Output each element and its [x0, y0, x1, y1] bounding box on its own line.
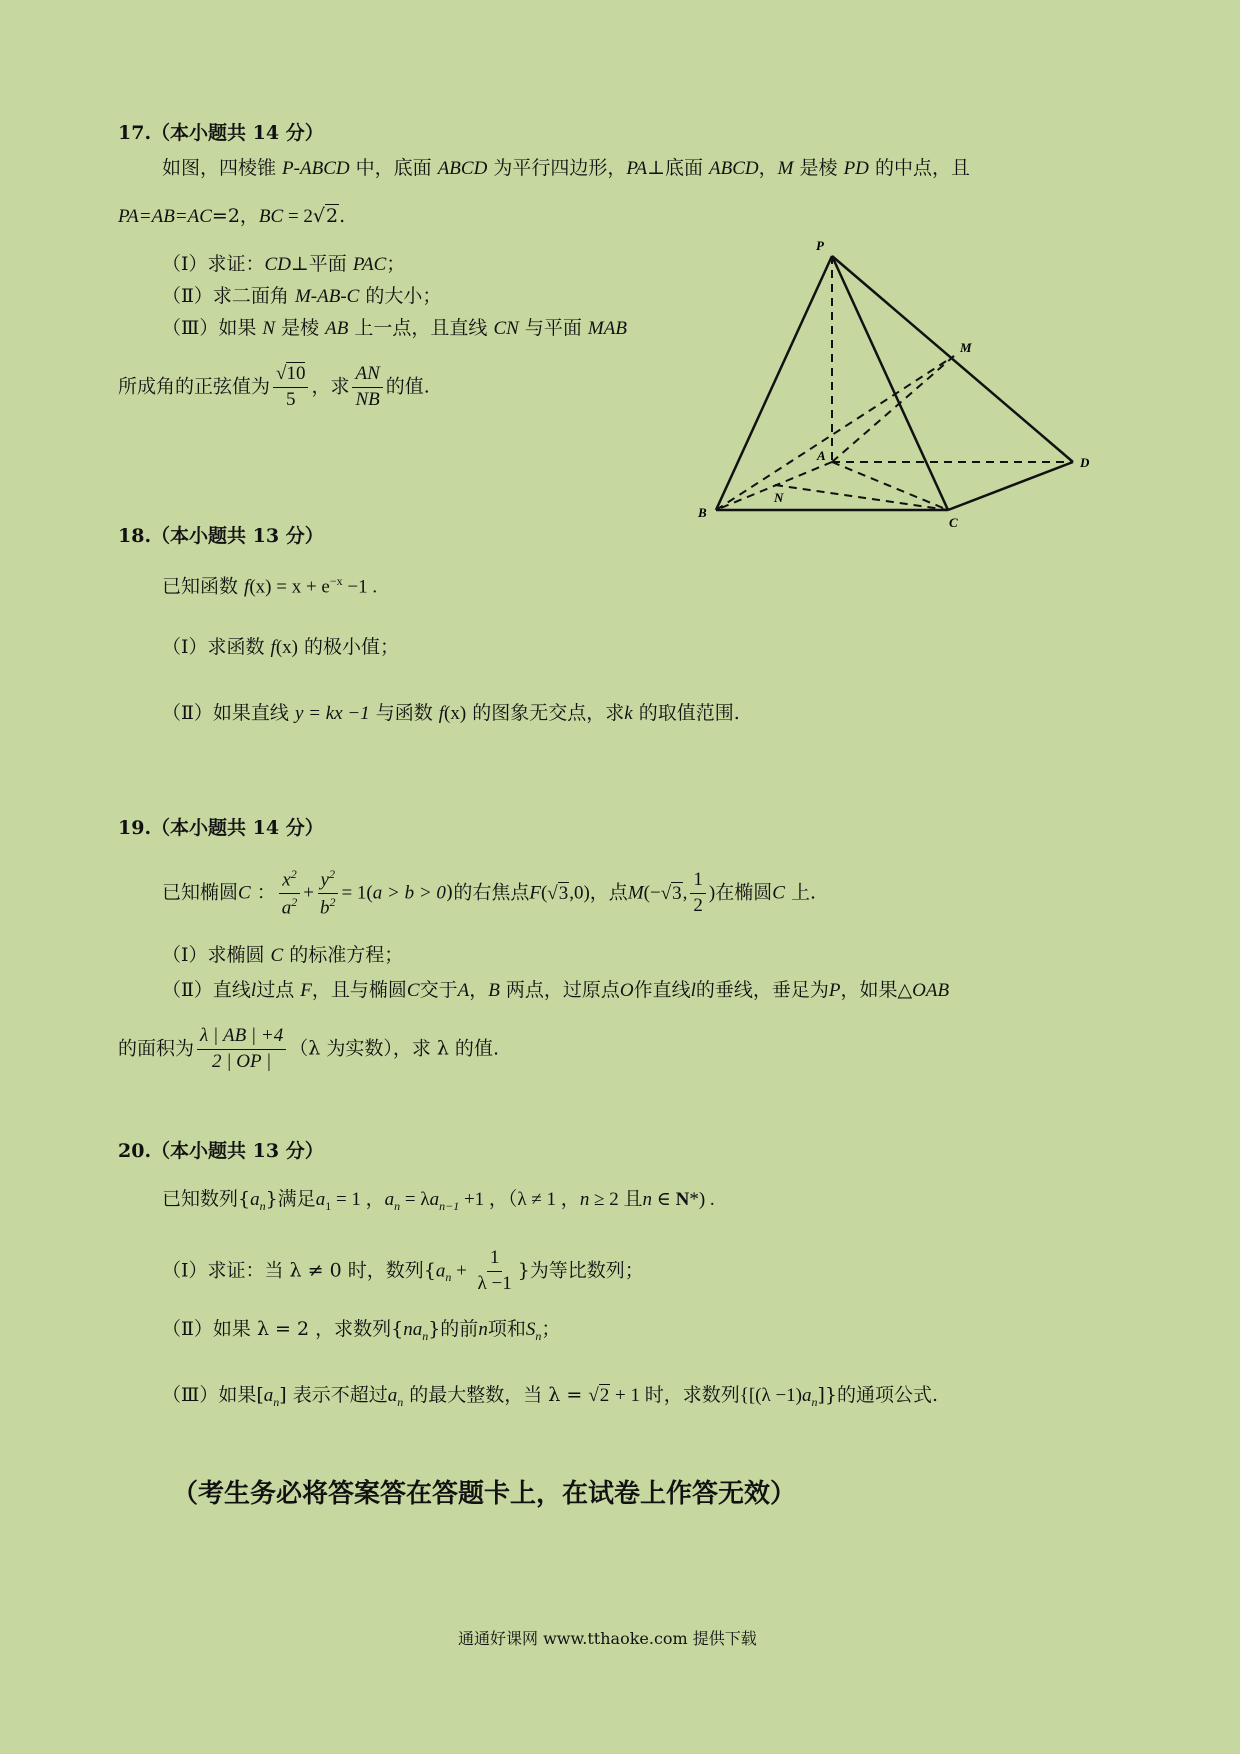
label-M: M	[960, 340, 972, 355]
q19-part2: （Ⅱ）直线l过点 F，且与椭圆C交于A，B 两点，过原点O作直线l的垂线，垂足为P，如果△OAB	[162, 979, 950, 1001]
edge-AM	[832, 356, 954, 462]
q17-intro: 如图，四棱锥 P-ABCD 中，底面 ABCD 为平行四边形，PA⊥底面 ABCD，M 是棱 PD 的中点，且	[162, 157, 970, 179]
exam-notice: （考生务必将答案答在答题卡上，在试卷上作答无效）	[172, 1479, 797, 1509]
label-D: D	[1080, 455, 1090, 470]
label-P: P	[816, 238, 824, 253]
edge-CD	[948, 462, 1073, 510]
q18-header: 18.（本小题共 13 分）	[118, 525, 324, 547]
label-N: N	[774, 490, 784, 505]
q17-part3-cont: 所成角的正弦值为 $\frac{√10}{5}$ ，求 $\frac{AN}{NB}$ 的值.	[118, 363, 430, 410]
q18-part2: （Ⅱ）如果直线 y = kx −1 与函数 f(x) 的图象无交点，求k 的取值范围.	[162, 702, 740, 724]
q17-part3: （Ⅲ）如果 N 是棱 AB 上一点，且直线 CN 与平面 MAB	[162, 317, 627, 339]
q20-part2: （Ⅱ）如果 λ = 2 ，求数列$\{na_n\}$的前n项和$S_n$；	[162, 1318, 561, 1343]
q19-header: 19.（本小题共 14 分）	[118, 817, 324, 839]
q17-part1: （Ⅰ）求证：CD⊥平面 PAC；	[162, 253, 406, 275]
q17-header: 17.（本小题共 14 分）	[118, 122, 324, 144]
q18-part1: （Ⅰ）求函数 f(x) 的极小值；	[162, 636, 400, 658]
footer-source: 通通好课网 www.tthaoke.com 提供下载	[458, 1629, 757, 1648]
q19-part2-cont: 的面积为 $\frac{\lambda | AB | +4}{2 | OP |}$ （λ 为实数），求 λ 的值.	[118, 1025, 499, 1072]
label-C: C	[949, 515, 958, 530]
q17-given: PA=AB=AC=2，BC = 2√2.	[118, 205, 346, 227]
edge-PB	[716, 256, 832, 510]
q20-part3: （Ⅲ）如果$[a_n]$ 表示不超过$a_n$ 的最大整数，当 λ = √2 + 1 时，求数列$\{[(\lambda -1)a_n]\}$的通项公式.	[162, 1384, 939, 1409]
q18-function: 已知函数 $f(x) = x + e^{-x} -1$ .	[162, 574, 378, 598]
label-B: B	[698, 505, 707, 520]
q19-ellipse: 已知椭圆C ： $\frac{x^2}{a^2}$ + $\frac{y^2}{b^2}$ = 1(a > b > 0)的右焦点F(√3,0)，点M(−√3, $\frac{1}{2}$ )在椭圆C 上.	[162, 867, 816, 919]
edge-PC	[832, 256, 948, 510]
edge-NC	[775, 485, 948, 510]
label-A: A	[817, 448, 826, 463]
q20-part1: （Ⅰ）求证：当 λ ≠ 0 时，数列{$a_n$ + $\frac{1}{\lambda -1}$ }为等比数列；	[162, 1247, 644, 1294]
pyramid-figure	[690, 232, 1110, 532]
q20-header: 20.（本小题共 13 分）	[118, 1140, 324, 1162]
q17-part2: （Ⅱ）求二面角 M-AB-C 的大小；	[162, 285, 442, 307]
q20-sequence: 已知数列$\{a_n\}$满足$a_1 = 1$ ，$a_n = \lambda a_{n-1} +1$ ，（λ ≠ 1 ，n ≥ 2 且n ∈ N*) .	[162, 1188, 715, 1213]
q19-part1: （Ⅰ）求椭圆 C 的标准方程；	[162, 944, 404, 966]
